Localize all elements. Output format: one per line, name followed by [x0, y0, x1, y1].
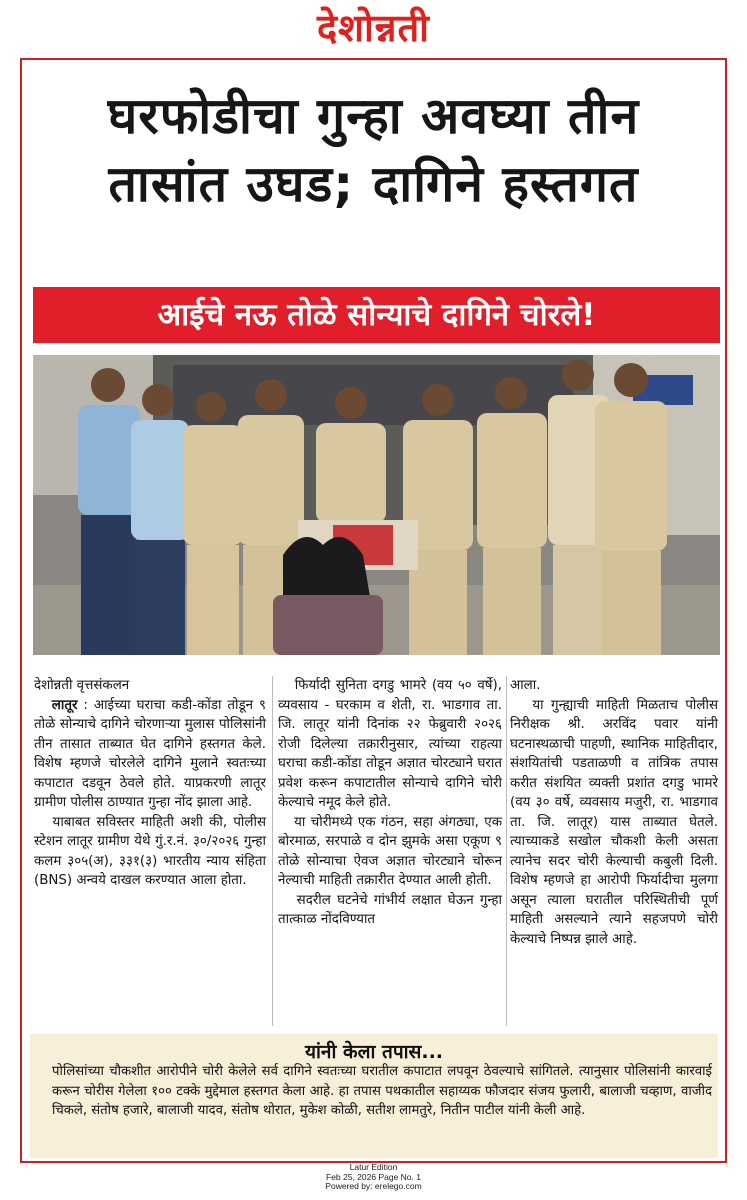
headline-line-2: तासांत उघड; दागिने हस्तगत — [108, 155, 639, 213]
article-byline: देशोन्नती वृत्तसंकलन — [34, 678, 130, 693]
footer-edition: Latur Edition — [349, 1162, 398, 1172]
article-lead-text: : आईच्या घराचा कडी-कोंडा तोडून ९ तोळे सोन्याचे दागिने चोरणाऱ्या मुलास पोलिसांनी तीन तासात ताब्यात घेत दागिने हस्तगत केले. विशेष म्हणजे चोरलेले दागिने मुलाने स्वतःच्या कपाटात दडवून ठेवले होते. याप्रकरणी लातूर ग्रामीण पोलीस ठाण्यात गुन्हा नोंद झाला आहे. — [34, 697, 266, 810]
footer-powered-by: Powered by: erelego.com — [325, 1181, 422, 1191]
news-photo — [33, 355, 720, 655]
article-paragraph — [278, 676, 502, 813]
investigation-box — [30, 1034, 718, 1158]
article-text: सदरील घटनेचे गांभीर्य लक्षात घेऊन गुन्हा तात्काळ नोंदविण्यात — [278, 892, 502, 927]
column-divider — [506, 676, 507, 1026]
article-paragraph — [510, 676, 718, 696]
article-text: आला. — [510, 678, 541, 693]
column-divider — [272, 676, 273, 1026]
article-text: याबाबत सविस्तर माहिती अशी की, पोलीस स्टेशन लातूर ग्रामीण येथे गुं.र.नं. ३०/२०२६ गुन्हा कलम ३०५(अ), ३३१(३) भारतीय न्याय संहिता (BNS) अन्वये दाखल करण्यात आला होता. — [34, 814, 266, 888]
newspaper-masthead — [0, 0, 747, 55]
article-text: फिर्यादी सुनिता दगडु भामरे (वय ५० वर्षे), व्यवसाय - घरकाम व शेती, रा. भाडगाव ता. जि. लातूर यांनी दिनांक २२ फेब्रुवारी २०२६ रोजी दिलेल्या तक्रारीनुसार, त्यांच्या राहत्या घराचा कडी-कोंडा तोडून अज्ञात चोरट्याने घरात प्रवेश करून कपाटातील सोन्याचे दागिने चोरी केल्याचे नमूद केले होते. — [278, 678, 502, 810]
masthead-logo: देशोन्नती — [316, 5, 431, 50]
dateline-place: लातूर — [51, 697, 78, 713]
article-paragraph — [278, 813, 502, 891]
investigation-text: पोलिसांच्या चौकशीत आरोपीने चोरी केलेले सर्व दागिने स्वतःच्या घरातील कपाटात लपवून ठेवल्याचे सांगितले. त्यानुसार पोलिसांनी कारवाई करून चोरीस गेलेला १०० टक्के मुद्देमाल हस्तगत केला आहे. हा तपास पथकातील सहाय्यक फौजदार संजय फुलारी, बालाजी चव्हाण, वाजीद चिकले, संतोष हजारे, बालाजी यादव, संतोष थोरात, मुकेश कोळी, सतीश लामतुरे, नितीन पाटील यांनी केली आहे. — [52, 1064, 712, 1119]
police-group-photo — [33, 355, 720, 655]
article-column-3 — [510, 676, 718, 949]
article-paragraph — [510, 696, 718, 950]
headline — [30, 82, 717, 218]
investigation-title: यांनी केला तपास... — [304, 1041, 444, 1063]
article-column-2 — [278, 676, 502, 930]
article-text: या गुन्ह्याची माहिती मिळताच पोलीस निरीक्षक श्री. अरविंद पवार यांनी घटनास्थळाची पाहणी, स्थानिक माहितीदार, संशयितांची पडताळणी व तांत्रिक तपास करीत संशयित व्यक्ती प्रशांत दगडु भामरे (वय ३० वर्षे, व्यवसाय मजुरी, रा. भाडगाव ता. जि. लातूर) यास ताब्यात घेतले. त्याच्याकडे सखोल चौकशी केली असता त्यानेच सदर चोरी केल्याची कबुली दिली. विशेष म्हणजे हा आरोपी फिर्यादीचा मुलगा असून त्याला घरातील परिस्थितीची पूर्ण माहिती असल्याने त्याने सहजपणे चोरी केल्याचे निष्पन्न झाले आहे. — [510, 697, 718, 947]
article-paragraph — [34, 696, 266, 813]
article-paragraph — [278, 891, 502, 930]
page-footer — [0, 1163, 747, 1192]
footer-date-page: Feb 25, 2026 Page No. 1 — [326, 1171, 421, 1182]
headline-line-1: घरफोडीचा गुन्हा अवघ्या तीन — [107, 87, 640, 145]
article-text: या चोरीमध्ये एक गंठन, सहा अंगठ्या, एक बोरमाळ, सरपाळे व दोन झुमके असा एकूण ९ तोळे सोन्याचा ऐवज अज्ञात चोरट्याने चोरून नेल्याची माहिती तक्रारीत देण्यात आली होती. — [278, 814, 502, 888]
article-column-1 — [34, 676, 266, 891]
article-paragraph — [34, 813, 266, 891]
subheadline-banner: आईचे नऊ तोळे सोन्याचे दागिने चोरले! — [33, 287, 720, 343]
